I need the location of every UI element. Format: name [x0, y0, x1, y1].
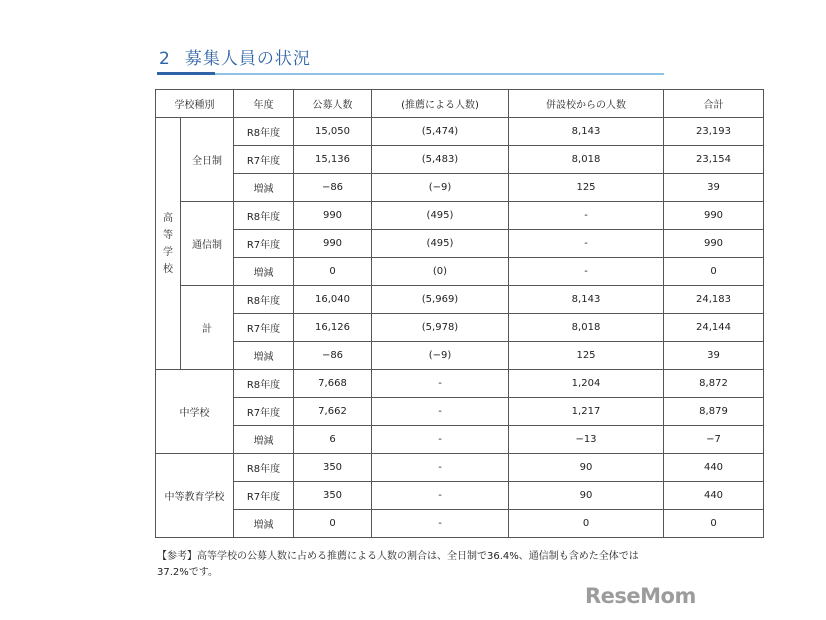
title-underline-accent: [157, 72, 215, 75]
resemom-logo: ReseMom: [585, 584, 696, 608]
affiliated-cell: 90: [509, 482, 664, 510]
table-row: [156, 258, 764, 286]
group-label: 中等教育学校: [156, 454, 234, 538]
total-cell: 24,183: [664, 286, 764, 314]
public-cell: 15,050: [294, 118, 372, 146]
table-row: [156, 454, 764, 482]
recommendation-cell: (495): [372, 230, 509, 258]
year-cell: R8年度: [234, 286, 294, 314]
total-cell: 24,144: [664, 314, 764, 342]
public-cell: 990: [294, 202, 372, 230]
public-cell: 16,126: [294, 314, 372, 342]
affiliated-cell: 125: [509, 174, 664, 202]
total-cell: 8,872: [664, 370, 764, 398]
year-cell: R8年度: [234, 118, 294, 146]
recommendation-cell: -: [372, 482, 509, 510]
year-cell: R8年度: [234, 454, 294, 482]
year-cell: R8年度: [234, 202, 294, 230]
affiliated-cell: 0: [509, 510, 664, 538]
reference-note: 【参考】高等学校の公募人数に占める推薦による人数の割合は、全日制で36.4%、通信制も含めた全体では37.2%です。: [157, 551, 639, 578]
total-cell: 440: [664, 454, 764, 482]
recommendation-cell: -: [372, 454, 509, 482]
table-row: [156, 286, 764, 314]
affiliated-cell: 1,217: [509, 398, 664, 426]
public-cell: 0: [294, 510, 372, 538]
public-cell: 15,136: [294, 146, 372, 174]
public-cell: 6: [294, 426, 372, 454]
year-cell: R8年度: [234, 370, 294, 398]
total-cell: −7: [664, 426, 764, 454]
total-cell: 0: [664, 510, 764, 538]
affiliated-cell: −13: [509, 426, 664, 454]
recommendation-cell: -: [372, 510, 509, 538]
recommendation-cell: (5,969): [372, 286, 509, 314]
affiliated-cell: 125: [509, 342, 664, 370]
public-cell: 990: [294, 230, 372, 258]
section-title-text: 募集人員の状況: [184, 49, 311, 69]
total-cell: 440: [664, 482, 764, 510]
year-cell: 増減: [234, 426, 294, 454]
total-cell: 23,154: [664, 146, 764, 174]
header-recommendation-count: (推薦による人数): [372, 90, 509, 118]
table-row: [156, 510, 764, 538]
recommendation-cell: (5,978): [372, 314, 509, 342]
header-school-type: 学校種別: [156, 90, 234, 118]
group-label: 通信制: [181, 202, 234, 286]
table-row: [156, 314, 764, 342]
public-cell: 7,668: [294, 370, 372, 398]
group-label: 中学校: [156, 370, 234, 454]
table-body: [156, 118, 764, 538]
section-title: [159, 44, 311, 69]
total-cell: 39: [664, 342, 764, 370]
total-cell: 990: [664, 230, 764, 258]
public-cell: −86: [294, 174, 372, 202]
total-cell: 39: [664, 174, 764, 202]
recommendation-cell: (−9): [372, 174, 509, 202]
year-cell: R7年度: [234, 314, 294, 342]
recommendation-cell: (5,483): [372, 146, 509, 174]
affiliated-cell: 90: [509, 454, 664, 482]
public-cell: 350: [294, 482, 372, 510]
table-row: [156, 230, 764, 258]
recommendation-cell: (495): [372, 202, 509, 230]
table-row: [156, 426, 764, 454]
affiliated-cell: 8,143: [509, 286, 664, 314]
total-cell: 23,193: [664, 118, 764, 146]
recommendation-cell: -: [372, 398, 509, 426]
public-cell: 7,662: [294, 398, 372, 426]
total-cell: 8,879: [664, 398, 764, 426]
header-affiliated-count: 併設校からの人数: [509, 90, 664, 118]
public-cell: −86: [294, 342, 372, 370]
table-row: [156, 370, 764, 398]
title-underline: [157, 73, 664, 75]
table-row: [156, 146, 764, 174]
enrollment-table: [155, 89, 764, 538]
total-cell: 0: [664, 258, 764, 286]
recommendation-cell: -: [372, 370, 509, 398]
public-cell: 16,040: [294, 286, 372, 314]
group-label: 計: [181, 286, 234, 370]
year-cell: R7年度: [234, 482, 294, 510]
table-row: [156, 482, 764, 510]
public-cell: 350: [294, 454, 372, 482]
recommendation-cell: (0): [372, 258, 509, 286]
header-year: 年度: [234, 90, 294, 118]
header-public-count: 公募人数: [294, 90, 372, 118]
total-cell: 990: [664, 202, 764, 230]
year-cell: R7年度: [234, 146, 294, 174]
recommendation-cell: -: [372, 426, 509, 454]
affiliated-cell: 8,018: [509, 314, 664, 342]
public-cell: 0: [294, 258, 372, 286]
table-row: [156, 342, 764, 370]
table-row: [156, 202, 764, 230]
affiliated-cell: -: [509, 202, 664, 230]
table-row: [156, 174, 764, 202]
year-cell: R7年度: [234, 230, 294, 258]
year-cell: 増減: [234, 510, 294, 538]
group-label: 全日制: [181, 118, 234, 202]
table-row: [156, 398, 764, 426]
affiliated-cell: 1,204: [509, 370, 664, 398]
header-total: 合計: [664, 90, 764, 118]
table-row: [156, 118, 764, 146]
table-header-row: [156, 90, 764, 118]
recommendation-cell: (−9): [372, 342, 509, 370]
affiliated-cell: -: [509, 230, 664, 258]
year-cell: 増減: [234, 258, 294, 286]
affiliated-cell: 8,143: [509, 118, 664, 146]
affiliated-cell: 8,018: [509, 146, 664, 174]
affiliated-cell: -: [509, 258, 664, 286]
recommendation-cell: (5,474): [372, 118, 509, 146]
section-number: 2: [159, 49, 171, 69]
year-cell: R7年度: [234, 398, 294, 426]
year-cell: 増減: [234, 174, 294, 202]
year-cell: 増減: [234, 342, 294, 370]
high-school-label: 高 等 学 校: [156, 118, 181, 370]
